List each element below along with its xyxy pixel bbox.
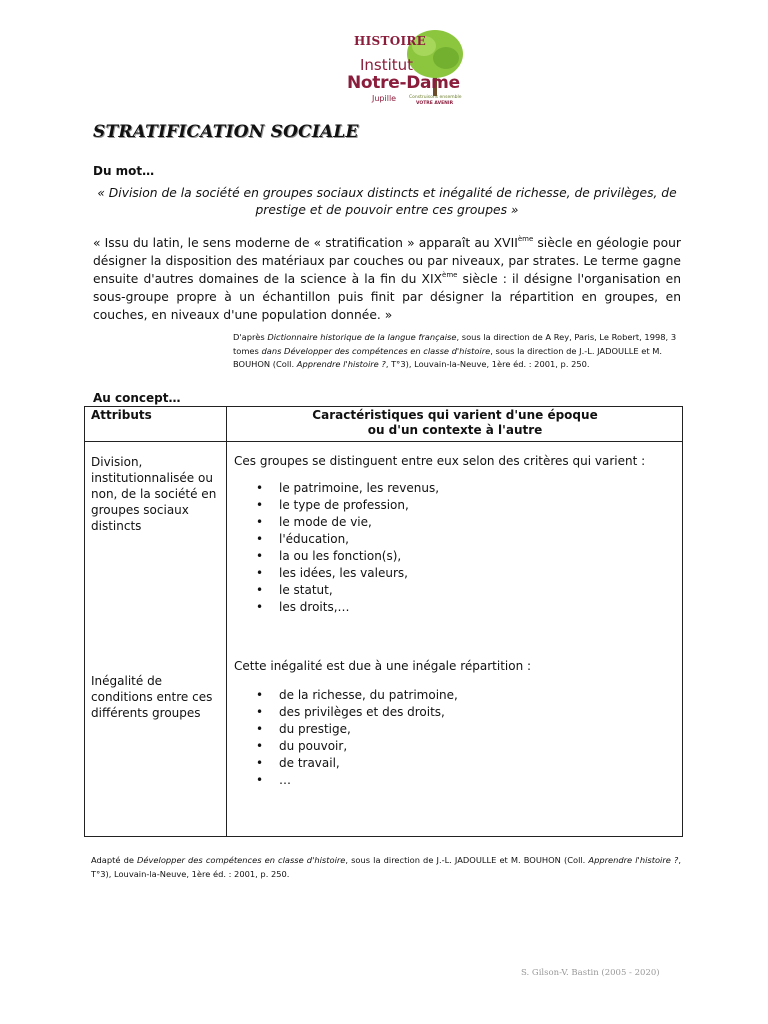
- list-item-text: la ou les fonction(s),: [279, 549, 402, 563]
- bullet-icon: •: [256, 705, 264, 719]
- bullet-icon: •: [256, 773, 264, 787]
- citation-title: Apprendre l'histoire ?: [296, 359, 386, 369]
- citation-title: dans Développer des compétences en classe d'histoire: [261, 345, 491, 356]
- list-item: [85, 772, 458, 789]
- logo-tagline-1: Construisons ensemble: [409, 95, 462, 100]
- citation-title: Développer des compétences en classe d'histoire: [137, 855, 346, 865]
- list-item: [85, 582, 439, 599]
- paragraph-text-1: « Issu du latin, le sens moderne de « stratification » apparaît au XVII: [93, 236, 518, 250]
- list-item-text: le patrimoine, les revenus,: [279, 481, 440, 495]
- list-item: [85, 497, 439, 514]
- section-heading-du-mot: Du mot…: [93, 164, 155, 178]
- citation-text: , sous la direction de A Rey, Paris, Le Robert, 1998, 3 tomes: [233, 332, 677, 356]
- bullet-icon: •: [256, 600, 264, 614]
- logo-institut-label: Institut: [360, 56, 414, 74]
- table-header-attributs: Attributs: [91, 408, 152, 422]
- page-title: STRATIFICATION SOCIALE: [93, 122, 359, 142]
- list-item: [85, 548, 439, 565]
- list-item-text: l'éducation,: [279, 532, 349, 546]
- bullet-icon: •: [256, 722, 264, 736]
- citation-text: , T°3), Louvain-la-Neuve, 1ère éd. : 2001, p. 250.: [385, 359, 590, 369]
- definition-quote: « Division de la société en groupes sociaux distincts et inégalité de richesse, de privilèges, de prestige et de pouvoir entre ces groupes »: [97, 186, 677, 217]
- characteristics-list: [85, 687, 458, 789]
- list-item: [85, 687, 458, 704]
- list-item: [85, 738, 458, 755]
- list-item: [85, 565, 439, 582]
- header-line-1: Caractéristiques qui varient d'une époque: [312, 408, 598, 422]
- list-item: [85, 531, 439, 548]
- source-citation-1: [233, 331, 681, 372]
- list-item-text: du pouvoir,: [279, 739, 348, 753]
- paragraph-text-3: siècle : il désigne l'organisation en sous-groupe propre à un échantillon puis finit par désigner la répartition en groupes, en couches, en niveaux d'une population donnée. »: [93, 272, 681, 322]
- superscript-2: ème: [442, 271, 458, 279]
- citation-text: , sous la direction de J.-L. JADOULLE et M. BOUHON (Coll.: [233, 345, 663, 369]
- characteristics-list: [85, 480, 439, 616]
- bullet-icon: •: [256, 739, 264, 753]
- table-header-caracteristiques: [227, 408, 683, 438]
- bullet-icon: •: [256, 481, 264, 495]
- characteristics-intro: Ces groupes se distinguent entre eux selon des critères qui varient :: [234, 454, 646, 468]
- list-item: [85, 704, 458, 721]
- citation-title: Dictionnaire historique de la langue française: [267, 332, 457, 342]
- list-item-text: de la richesse, du patrimoine,: [279, 688, 458, 702]
- attribute-cell: Division, institutionnalisée ou non, de la société en groupes sociaux distincts: [91, 455, 217, 533]
- concept-table: [84, 406, 683, 837]
- superscript-1: ème: [517, 235, 534, 243]
- bullet-icon: •: [256, 756, 264, 770]
- bullet-icon: •: [256, 688, 264, 702]
- attribute-cell: Inégalité de conditions entre ces différents groupes: [91, 674, 213, 720]
- citation-text: , sous la direction de J.-L. JADOULLE et M. BOUHON (Coll.: [345, 855, 589, 865]
- list-item: [85, 514, 439, 531]
- list-item: [85, 480, 439, 497]
- logo-notre-dame-label: Notre-Dame: [347, 73, 460, 93]
- citation-text: , T°3), Louvain-la-Neuve, 1ère éd. : 2001, p. 250.: [91, 855, 681, 879]
- list-item-text: les droits,…: [279, 600, 350, 614]
- bullet-icon: •: [256, 532, 264, 546]
- source-citation-2: [91, 853, 681, 881]
- logo-jupille-label: Jupille: [372, 94, 397, 103]
- bullet-icon: •: [256, 515, 264, 529]
- page-footer: S. Gilson-V. Bastin (2005 - 2020): [521, 968, 660, 978]
- list-item-text: des privilèges et des droits,: [279, 705, 445, 719]
- institution-logo: [340, 28, 470, 110]
- list-item-text: du prestige,: [279, 722, 351, 736]
- bullet-icon: •: [256, 498, 264, 512]
- list-item-text: …: [279, 773, 291, 787]
- list-item-text: le statut,: [279, 583, 333, 597]
- list-item-text: le type de profession,: [279, 498, 409, 512]
- list-item: [85, 721, 458, 738]
- header-line-2: ou d'un contexte à l'autre: [367, 423, 543, 437]
- table-divider-horizontal: [85, 441, 682, 442]
- logo-histoire-label: HISTOIRE: [354, 34, 427, 48]
- list-item-text: de travail,: [279, 756, 340, 770]
- bullet-icon: •: [256, 566, 264, 580]
- section-heading-au-concept: Au concept…: [93, 391, 181, 405]
- paragraph-text-2: siècle en géologie pour désigner la disposition des matériaux par couches ou par niveaux, par strates. Le terme gagne ensuite d'autres domaines de la science à la fin du XIX: [93, 236, 681, 286]
- citation-title: Apprendre l'histoire ?: [588, 855, 679, 865]
- etymology-paragraph: [93, 234, 681, 324]
- list-item: [85, 755, 458, 772]
- list-item-text: le mode de vie,: [279, 515, 372, 529]
- list-item-text: les idées, les valeurs,: [279, 566, 408, 580]
- characteristics-intro: Cette inégalité est due à une inégale répartition :: [234, 659, 532, 673]
- bullet-icon: •: [256, 583, 264, 597]
- logo-tagline-2: VOTRE AVENIR: [416, 101, 454, 106]
- citation-text: D'après: [233, 332, 268, 342]
- list-item: [85, 599, 439, 616]
- citation-text: Adapté de: [91, 855, 138, 865]
- bullet-icon: •: [256, 549, 264, 563]
